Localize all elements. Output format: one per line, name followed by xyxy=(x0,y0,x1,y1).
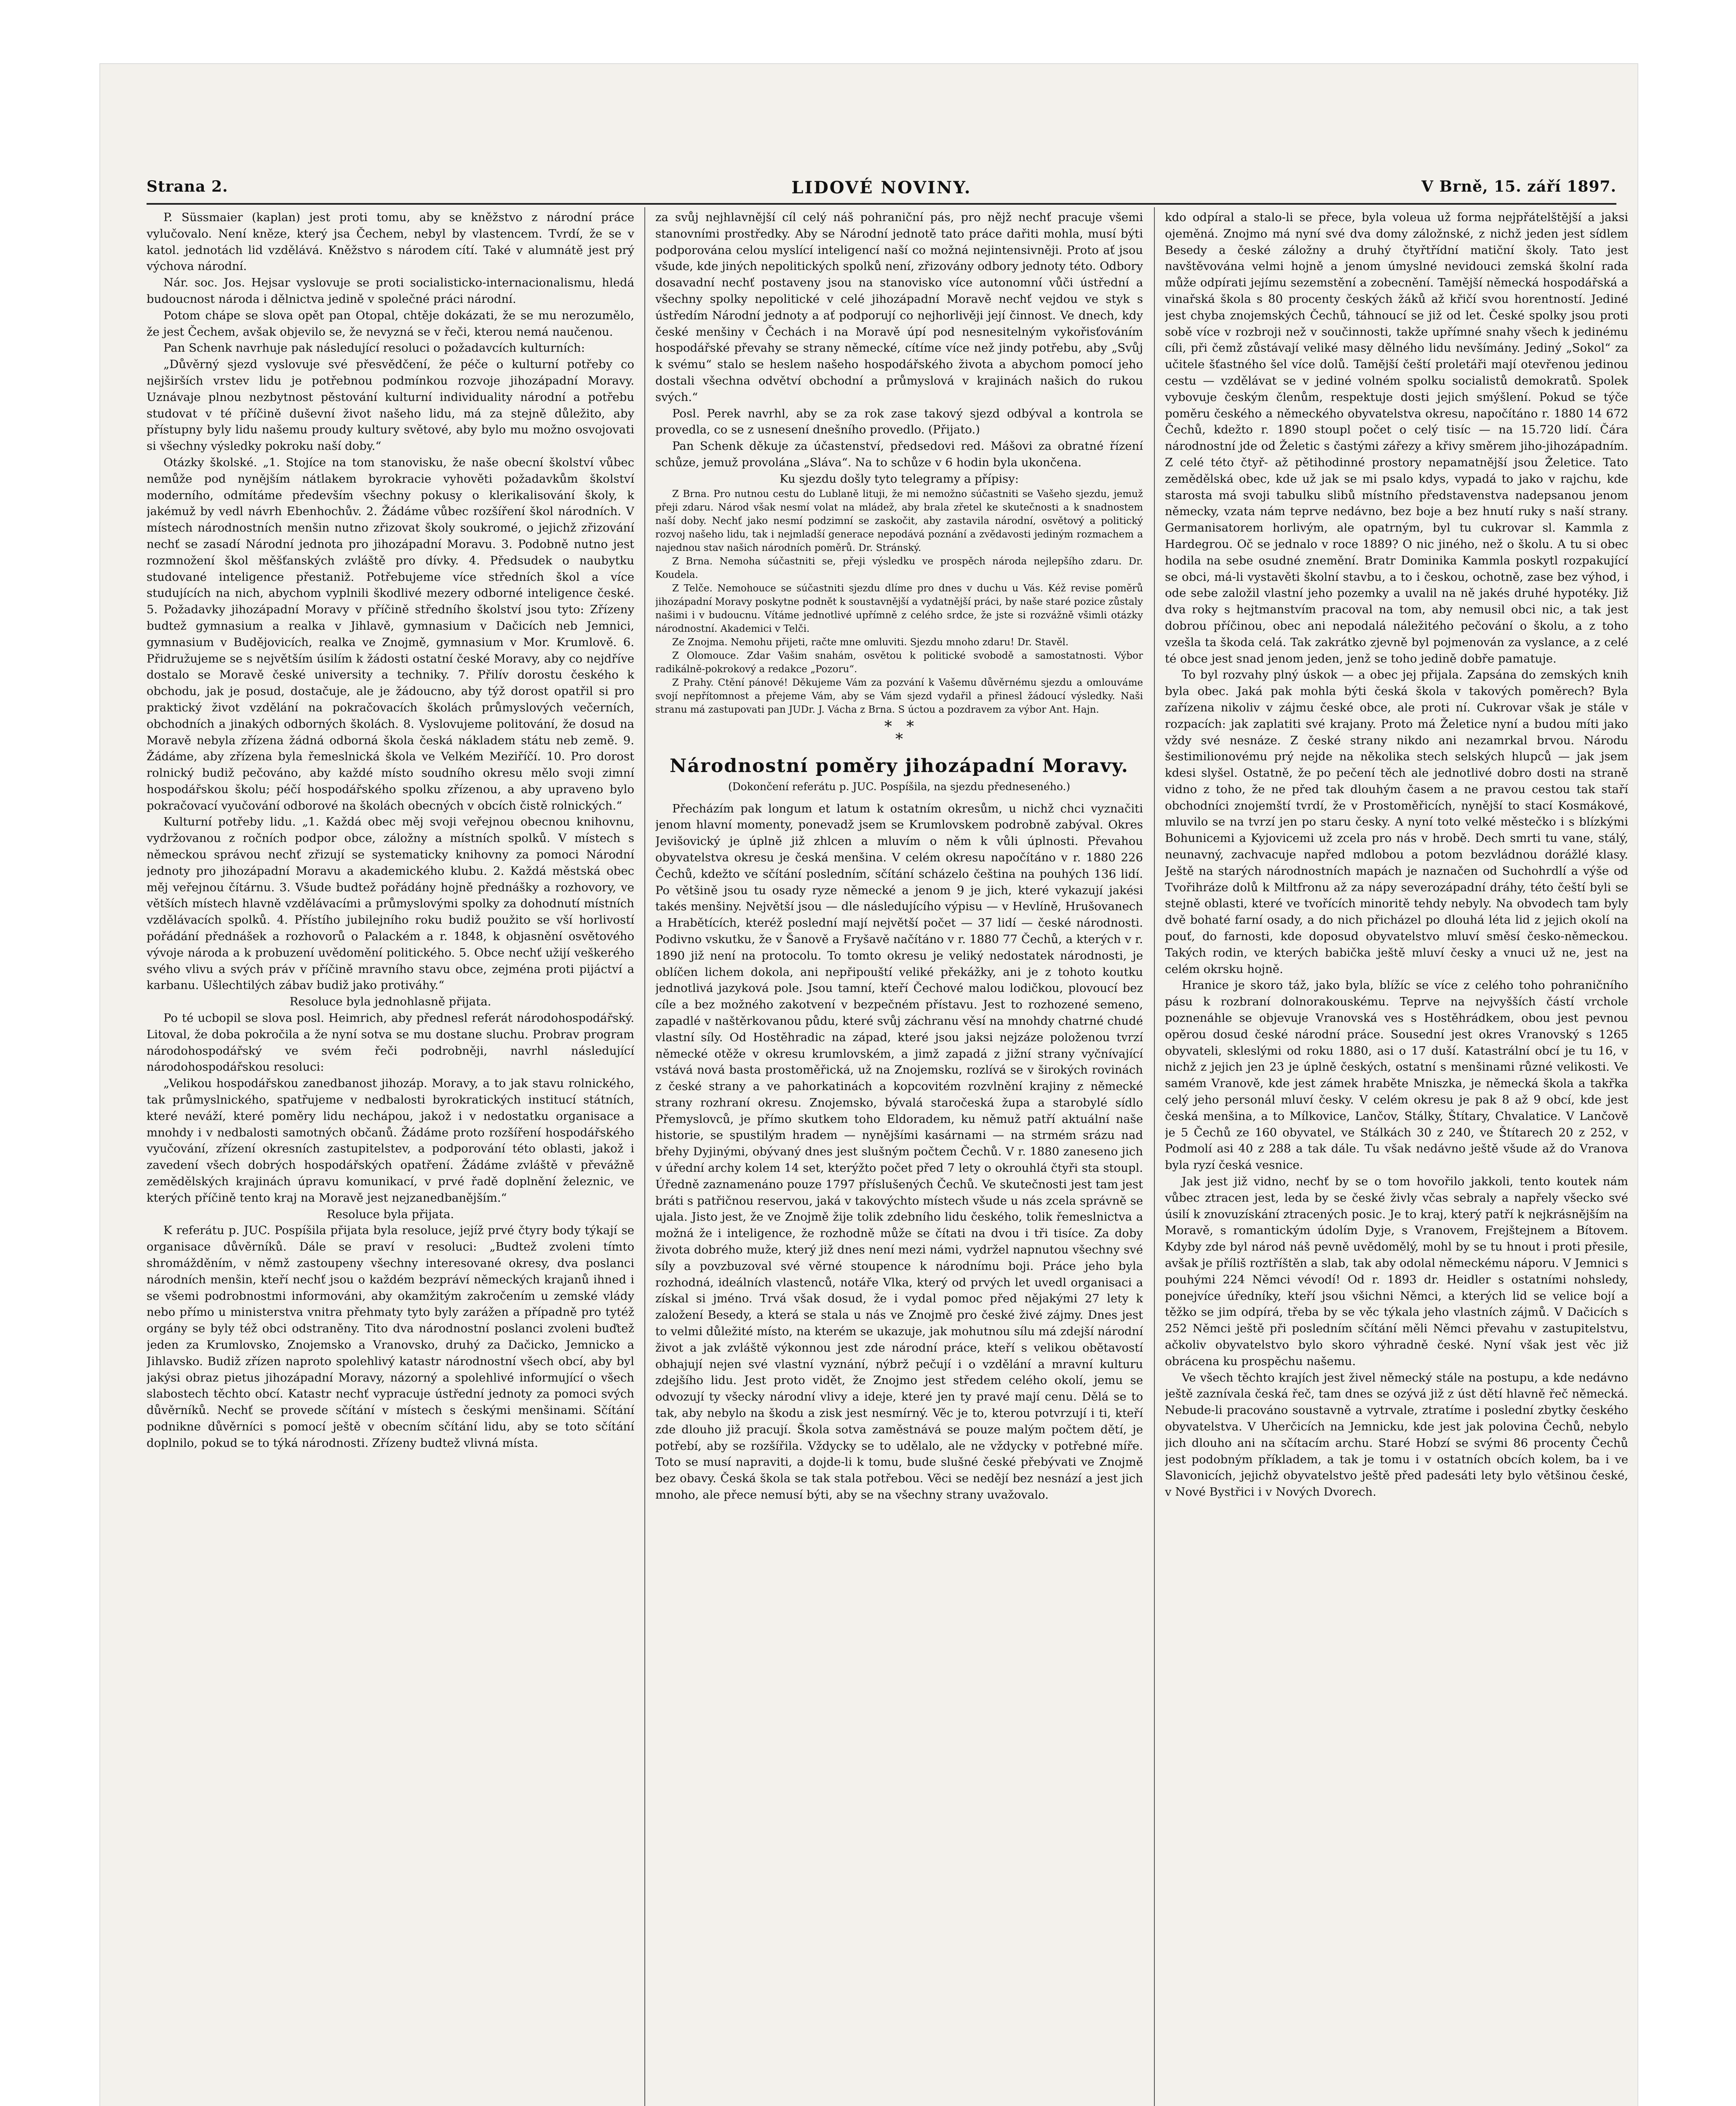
vote-note: Resoluce byla přijata. xyxy=(326,1207,454,1221)
paragraph: Pan Schenk navrhuje pak následující resoluci o požadavcích kulturních: xyxy=(163,341,585,355)
telegram: Z Brna. Pro nutnou cestu do Lublaně lituji, že mi nemožno súčastniti se Vašeho sjezdu, jemuž přeji zdaru. Národ však nesmí volat na mládež, aby brala zřetel ke skutečnosti a k snadnostem naší doby. Nechť jako nesmí podzimní se zaskočit, aby zastavila národní, osvětový a politický rozvoj našeho lidu, tak i nejmladší generace nepodává poznání a zvědavosti jediným rozmachem a najednou stav našich národních poměrů. Dr. Stránský. xyxy=(655,488,1143,553)
article-title: Národnostní poměry jihozápadní Moravy. xyxy=(670,755,1129,777)
resolution-text: Otázky školské. „1. Stojíce na tom stanovisku, že naše obecní školství vůbec nemůže pod nynějším nátlakem byrokracie vyhověti požadavkům školství moderního, odmítáme především všechny pokusy o klerikalisování školy, k jakémuž by vedl návrh Ebenhochův. 2. Žádáme vůbec rozšíření škol národních. V místech národnostních menšin nutno zřizovat školy soukromé, o jejichž zřizování nechť se zasadí Národní jednota pro jihozápadní Moravu. 3. Podobně nutno jest rozmnožení škol měšťanských zvláště pro dívky. 4. Předsudek o naubytku studované inteligence přestaniž. Potřebujeme více středních škol a více studujících na nich, abychom vyplnili škodlivé mezery odborné inteligence české. 5. Požadavky jihozápadní Moravy v příčině středního školství jsou tyto: Zřízeny budtež gymnasium a realka v Jihlavě, gymnasium v Dačicích neb Jemnici, gymnasium v Budějovicích, realka ve Znojmě, gymnasium v Mor. Krumlově. 6. Přidružujeme se s největším úsilím k žádosti ostatní české Moravy, aby co nejdříve dostalo se Moravě české university a techniky. 7. Přilív dorostu českého k obchodu, jak je posud, dostačuje, ale je žádoucno, aby týž dorost opatřil si pro praktický život vzdělání na pokračovacích školách průmyslových večerních, obchodních a jinakých odborných školách. 8. Vyslovujeme politování, že dosud na Moravě nebyla zřízena žádná odborná škola česká nákladem státu neb země. 9. Žádáme, aby zřízena byla řemeslnická škola ve Velkém Meziříčí. 10. Pro dorost rolnický budiž pečováno, aby každé místo soudního okresu mělo svoji zimní hospodářskou školu; péčí hospodářského spolku zřízenou, a aby upraveno bylo pokračovací vyučování odborové na školách obecných v obcích čistě rolnických.“ xyxy=(147,455,634,812)
column-1 xyxy=(147,209,634,2106)
resolution-text: Kulturní potřeby lidu. „1. Každá obec měj svoji veřejnou obecnou knihovnu, vydržovanou z ročních podpor obce, záložny a místních spolků. V místech s německou správou nechť zřizují se systematicky knihovny za pomoci Národní jednoty pro jihozápadní Moravu a akademického klubu. 2. Každá městská obec měj veřejnou čítárnu. 3. Všude budtež pořádány hojně přednášky a rozhovory, ve větších místech hlavně vzdělávacími a průmyslovými spolky za dohodnutí místních vzdělávacích spolků. 4. Přístího jubilejního roku budiž použito se vší horlivostí pořádání přednášek a rozhovorů o Palackém a r. 1848, k objasnění osvětového vývoje národa a k probuzení uvědomění politického. 5. Obce nechť užijí veškerého svého vlivu a svých práv v příčině mravního stavu obce, zejména proti pijáctví a karbanu. Ušlechtilých zábav budiž jako protiváhy.“ xyxy=(147,815,634,992)
telegrams-intro: Ku sjezdu došly tyto telegramy a přípisy: xyxy=(779,472,1019,486)
paragraph: kdo odpíral a stalo-li se přece, byla voleua už forma nejpřátelštější a jaksi ojeměná. Znojmo má nyní své dva domy záložnské, z nichž jeden jest sídlem Besedy a české záložny a druhý čtyřtřídní matiční školy. Tato jest navštěvována velmi hojně a jenom úmyslné nevidouci zemská školní rada může odpírati jejímu sezemstění a zobecnění. Tamější německá hospodářská a vinařská škola s 80 procenty českých žáků až křičí svou horentností. Jediné jest chyba znojemských Čechů, táhnoucí se již od let. České spolky jsou proti sobě více v rozbroji než v součinnosti, takže upřímné snahy všech k jedinému cíli, při čemž zůstávají veliké masy dělného lidu nevšímány. Jediný „Sokol“ za učitele šťastného šel více dolů. Tamější čeští proletáři mají otevřenou jedinou cestu — vzdělávat se v jediné volném spolku socialistů demokratů. Spolek vybovuje českým členům, respektuje dosti jejich smýšlení. Pokud se týče poměru českého a německého obyvatelstva okresu, napočítáno r. 1880 14 672 Čechů, kdežto r. 1890 stoupl počet o celý tisíc — na 15.720 lidí. Čára národnostní jde od Želetic s častými zářezy a křivy směrem jiho-jihozápadním. Z celé této čtyř- až pětihodinné prostory nepamatnější jsou Želetice. Tato zemědělská obec, kde už jak se mi psalo kdys, vypadá to jako v rajchu, kde starosta má svoji tabulku slibů místního představenstva nadepsanou jenom německy, vzata nám teprve nedávno, bez boje a bez hnutí ruky s naší strany. Germanisatorem horlivým, ale opatrným, byl tu cukrovar sl. Kammla z Hardegrou. Oč se jednalo v roce 1889? O nic jiného, než o školu. A tu si obec hodila na sebe osudné znemění. Bratr Dominika Kammla poskytl rozpakující se obci, má-li vystavěti školní stavbu, a to i českou, ochotně, zase bez výhod, i ode sebe založil vlastní jeho pozemky a uvalil na ně jakés druhé hypotéky. Již dva roky s hejtmanstvím pracoval na tom, aby nemusil obci nic, a tak jest dobrou příčinou, obec ani nepodalá náležitého pečování o školu, a z toho vzešla ta škoda celá. Tak zakrátko zjevně byl pojmenován za vyslance, a z celé té obce jest snad jenom jeden, jenž se toho jedině dobře pamatuje. xyxy=(1165,211,1628,665)
paragraph: Přecházím pak longum et latum k ostatním okresům, u nichž chci vyznačiti jenom hlavní momenty, ponevadž jsem se Krumlovskem podrobně zabýval. Okres Jevišovický je úplně již zhlcen a mluvím o něm k vůli úplnosti. Převahou obyvatelstva okresu je česká menšina. V celém okresu napočítáno v r. 1880 226 Čechů, kdežto ve sčítání posledním, sčítání scházelo čeština na pouhých 136 lidí. Po většině jsou tu osady ryze německé a jenom 9 je jich, které vykazují jakési takés menšiny. Největší jsou — dle následujícího výpisu — v Hevlíně, Hrušovanech a Hrabětících, kteréž poslední mají největší počet — 37 lidí — české národnosti. Podivno vskutku, že v Šanově a Fryšavě načítáno v r. 1880 77 Čechů, a kterých v r. 1890 již není na protocolu. To tomto okresu je veliký nedostatek národnosti, je oblíčen lichem dokola, ani nepřipouští veliké překážky, ani je z tohoto koutku jednotlivá jazyková pole. Jsou tamní, kteří Čechové malou lodičkou, plovoucí bez cíle a bez možného zakotvení v bezpečném přístavu. Jest to rozhozené semeno, zapadlé v naštěrkovanou půdu, které svůj záchranu věsí na mnohdy chatrné chudé vlastní síly. Od Hostěhradic na západ, které jsou jaksi nejzáze položenou tvrzí německé otěže v okresu krumlovském, a jimž zapadá z jižní strany vyčnívající vstává nová basta prostoměřická, už na Znojemsku, rozlívá se v širokých rovinách z české strany a ve pahorkatinách a kopcovitém rozvlnění krajiny z německé strany rozhraní okresu. Znojemsko, bývalá staročeská župa a starobylé sídlo Přemyslovců, je přímo skutkem toho Eldoradem, ku němuž patří aktuální naše historie, se spustilým hradem — nynějšími kasárnami — na strmém srázu nad břehy Dyjinými, obývaný dnes jest slušným počtem Čechů. V r. 1880 zaneseno jich v úřední archy kolem 14 set, kterýžto počet před 7 lety o okrouhlá čtyři sta stoupl. Úředně zaznamenáno pouze 1797 příslušených Čechů. Ve skutečnosti jest tam jest bráti s patřičnou reservou, jaká v takovýchto místech všude u nás zcela správně se ujala. Jisto jest, že ve Znojmě žije tolik zdebního lidu českého, tolik řemeslnictva a možná že i inteligence, že rozhodně může se čítati na dvou i tři tisíce. Za doby života dobrého muže, který již dnes není mezi námi, vydržel napnutou všechny své síly a povzbuzoval své věrné stoupence k národnímu boji. Práce jeho byla rozhodná, ideálních vlastenců, notáře Vlka, který od prvých let uvedl organisaci a získal si jméno. Trvá však dosud, že i vydal pomoc před nějakými 27 lety k založení Besedy, a která se stala u nás ve Znojmě pro české živé zájmy. Dnes jest to velmi důležité místo, na kterém se ukazuje, jak mohutnou sílu má zdejší národní život a jak zvláště výkonnou jest zde národní práce, kteří s velikou obětavostí obhajují nejen své vlastní vyznání, nýbrž pečují i o vzdělání a mravní kulturu zdejšího lidu. Jest proto vidět, že Znojmo jest středem celého okolí, jemu se odvozují ty všecky národní vlivy a ideje, které jen ty pravé mají cenu. Dělá se to tak, aby nebylo na škodu a zisk jest nesmírný. Věc je to, kterou potvrzují i ti, kteří zde dlouho již pracují. Škola sotva zaměstnává se pouze malým počtem dětí, je potřebí, aby se rozšířila. Vždycky se to udělalo, ale ne vždycky v potřebné míře. Toto se musí napraviti, a dojde-li k tomu, bude slušné české přebývati ve Znojmě bez obavy. Česká škola se tak stala potřebou. Věci se nedějí bez nesnází a jest jich mnoho, ale přece nemusí býti, aby se na všechny strany uvažovalo. xyxy=(655,802,1143,1502)
telegram: Z Telče. Nemohouce se súčastniti sjezdu dlíme pro dnes v duchu u Vás. Kéž revise poměrů jihozápadní Moravy poskytne podnět k soustavnější a vydatnější práci, by naše staré pozice zůstaly našimi i v budoucnu. Vítáme jednotlivé upřímně z celého srdce, že jste si rozvážně všimli otázky národnostní. Akademici v Telči. xyxy=(655,583,1143,634)
paragraph: Hranice je skoro táž, jako byla, blížíc se více z celého toho pohraničního pásu k rozbraní dolnorakouskému. Teprve na nejvyšších částí vrchole poznenáhle se objevuje Vranovská ves s Hostěhrádkem, obou jest pevnou opěrou dosud české národní práce. Sousední jest okres Vranovský s 1265 obyvateli, skleslými od roku 1880, asi o 17 duší. Katastrální obcí je tu 16, v nichž z jejich jen 23 je úplně českých, ostatní s menšinami různé velikosti. Ve samém Vranově, kde jest zámek hraběte Mniszka, je německá škola a takřka celý jeho personál mluví česky. V celém okresu je pak 8 až 9 obcí, kde jest česká menšina, a to Mílkovice, Lančov, Stálky, Štítary, Chvalatice. V Lančově je 5 Čechů ze 160 obyvatel, ve Stálkách 30 z 240, ve Štítarech 20 z 252, v Podmolí asi 40 z 288 a tak dále. Tu však nedávno ještě všude až do Vranova byla ryzí česká vesnice. xyxy=(1165,978,1628,1172)
masthead: LIDOVÉ NOVINY. xyxy=(791,178,972,198)
paragraph: Jak jest již vidno, nechť by se o tom hovořilo jakkoli, tento koutek nám vůbec ztracen jest, leda by se české živly včas sebraly a napřely všecko své úsilí k znovuzískání ztracených posic. Je to kraj, který patří k nejkrásnějším na Moravě, s romantickým údolím Dyje, s Vranovem, Frejštejnem a Bítovem. Kdyby zde byl národ náš pevně uvědomělý, mohl by se tu hnout i proti přesile, avšak je příliš roztříštěn a slab, tak aby odolal německému náporu. V Jemnici s pouhými 224 Němci vévodí! Od r. 1893 dr. Heidler s ostatními nohsledy, ponejvíce úředníky, kteří jsou všichni Němci, a kterých lid se velice bojí a těžko se jim odpírá, třeba by se věc týkala jeho vlastních zájmů. V Dačicích s 252 Němci ještě při posledním sčítání měli Němci převahu v zastupitelstvu, ačkoliv obyvatelstvo bylo skoro výhradně české. Nyní však jest věc již obrácena ku prospěchu našemu. xyxy=(1165,1175,1628,1368)
running-head xyxy=(147,178,1616,203)
paragraph: Posl. Perek navrhl, aby se za rok zase takový sjezd odbýval a kontrola se provedla, co se z usnesení dnešního provedlo. (Přijato.) xyxy=(655,406,1143,437)
paragraph: Po té ucbopil se slova posl. Heimrich, aby přednesl referát národohospodářský. Litoval, že doba pokročila a že nyní sotva se mu dostane sluchu. Probrav program národohospodářský ve svém řeči podrobněji, navrhl následující národohospodářskou resoluci: xyxy=(147,1011,634,1074)
telegram: Z Olomouce. Zdar Vašim snahám, osvětou k politické svobodě a samostatnosti. Výbor radikálně-pokrokový a redakce „Pozoru“. xyxy=(655,650,1143,675)
telegram: Ze Znojma. Nemohu přijeti, račte mne omluviti. Sjezdu mnoho zdaru! Dr. Stavěl. xyxy=(672,636,1069,648)
paragraph: To byl rozvahy plný úskok — a obec jej přijala. Zapsána do zemských knih byla obec. Jaká pak mohla býti česká škola v takových poměrech? Byla zařízena nikoliv v zájmu české obce, ale proti ní. Cukrovar však je stále v rozpacích: jak zaplatiti své krajany. Proto má Želetice nyní a budou míti jako vždy své nesnáze. Z české strany nikdo ani nezamrkal brvou. Národu šestimilionovému prý nejde na několika stech selských hlupců — jak jsem kdesi slyšel. Ostatně, že po pečení těch ale jednotlivé dobro dosti na straně vidno z toho, že ne před tak dlouhým časem a ne pravou cestou tak staří obchodníci znojemští tvrdí, že v Prostoměřicích, nynější to stací Kosmákové, mluvilo se na tvrzí jen po staru česky. A nyní toto velké městečko i s blízkými Bohunicemi a Kyjovicemi už zcela pro nás v hrobě. Dech smrti tu vane, stálý, neunavný, zachvacuje napřed mdlobou a potom bezvládnou dorážlé klasy. Ještě na starých národnostních mapách je naznačen od Suchohrdlí a výše od Tvořihráze dolů k Miltfronu až za nápy severozápadní dráhy, této čeští byli se stejně oblasti, které ve tvořících minoritě tehdy nebyly. Na obvodech tam byly dvě bohaté farní osady, a do nich přicházel po dlouhá léta lid z jejich okolí na pouť, do farnosti, kde doposud obyvatelstvo mluví směsí česko-německou. Takých rodin, ve kterých babička ještě mluví česky a vnuci už ne, jest na celém okrsku hojně. xyxy=(1165,668,1628,976)
paragraph: Nár. soc. Jos. Hejsar vyslovuje se proti socialisticko-internacionalismu, hledá budoucnost národa i dělnictva jedině v společné práci národní. xyxy=(147,276,634,306)
telegram: Z Prahy. Ctění pánové! Děkujeme Vám za pozvání k Vašemu důvěrnému sjezdu a omlouváme svojí nepřítomnost a přejeme Vám, aby se Vám sjezd vydařil a přinesl žádoucí výsledky. Naši stranu má zastupovati pan JUDr. J. Vácha z Brna. S úctou a pozdravem za výbor Ant. Hajn. xyxy=(655,677,1143,715)
header-rule xyxy=(147,203,1616,205)
paragraph: K referátu p. JUC. Pospíšila přijata byla resoluce, jejíž prvé čtyry body týkají se organisace důvěrníků. Dále se praví v resoluci: „Budtež zvoleni tímto shromážděním, v němž zastoupeny všechny interesované okresy, dva poslanci národních menšin, kteří nechť jsou o každém bezpráví německých krajanů ihned i se všemi podrobnostmi informováni, aby okamžitým zakročením u zemské vlády nebo přímo u ministerstva vnitra přehmaty tyto byly zarážen a případně pro tytéž orgány se byly též obci odstraněny. Tito dva národnostní poslanci zvoleni buďtež jeden za Krumlovsko, Znojemsko a Vranovsko, druhý za Dačicko, Jemnicko a Jihlavsko. Budiž zřízen naproto spolehlivý katastr národnostní všech obcí, aby byl jakýsi obraz pietus jihozápadní Moravy, názorný a spolehlivé informující o všech slabostech těchto obcí. Katastr nechť vypracuje ústřední jednoty za pomoci svých důvěrníků. Nechť se provede sčítání v místech s českými menšinami. Sčítání podnikne důvěrníci s pomocí ještě v obecním sčítání lidu, aby se toto sčítání doplnilo, pokud se to týká národnosti. Zřízeny budtež vlivná místa. xyxy=(147,1224,634,1450)
paragraph: za svůj nejhlavnější cíl celý náš pohraniční pás, pro nějž nechť pracuje všemi stanovními prostředky. Aby se Národní jednotě tato práce dařiti mohla, musí býti podporována celou myslící inteligencí naší co možná nejintensivněji. Proto ať jsou všude, kde jiných nepolitických spolků není, zřizovány odbory jednoty této. Odbory dosavadní nechť postaveny jsou na stanovisko více autonomní vůči ústřední a všechny spolky nepolitické v celé jihozápadní Moravě nechť vejdou ve styk s ústředím Národní jednoty a ať podporují co nejhorlivěji její činnost. Ve dnech, kdy české menšiny v Čechách i na Moravě úpí pod nesnesitelným vykořisťováním hospodářské převahy se strany německé, cítíme více než jindy potřebu, aby „Svůj k svému“ stalo se heslem našeho hospodářského života a abychom pomocí jeho dostali všechna odvětví obchodní a průmyslová v krajinách našich do rukou svých.“ xyxy=(655,211,1143,404)
paragraph: Ve všech těchto krajích jest živel německý stále na postupu, a kde nedávno ještě zaznívala česká řeč, tam dnes se ozývá již z úst dětí hlavně řeč německá. Nebude-li pracováno soustavně a vytrvale, ztratíme i poslední zbytky českého obyvatelstva. V Uherčicích na Jemnicku, kde jest jak polovina Čechů, nebylo jich dlouho ani na sčítacím archu. Staré Hobzí se svými 86 procenty Čechů jest podobným příkladem, a tak je tomu i v ostatních obcích kolem, ba i ve Slavonicích, jejichž obyvatelstvo ještě před padesáti lety bylo většinou české, v Nové Bystřici i v Nových Dvorech. xyxy=(1165,1371,1628,1499)
column-2 xyxy=(655,209,1143,2106)
telegram: Z Brna. Nemoha súčastniti se, přeji výsledku ve prospěch národa nejlepšího zdaru. Dr. Koudela. xyxy=(655,556,1143,580)
paragraph: Potom chápe se slova opět pan Otopal, chtěje dokázati, že se mu nerozumělo, že jest Čechem, avšak objevilo se, že nevyzná se v řeči, kterou nemá naučenou. xyxy=(147,308,634,339)
article-subtitle: (Dokončení referátu p. JUC. Pospíšila, na sjezdu předneseného.) xyxy=(728,780,1071,793)
column-divider xyxy=(644,207,645,2106)
resolution-text: „Velikou hospodářskou zanedbanost jihozáp. Moravy, a to jak stavu rolnického, tak průmyslnického, spatřujeme v nedbalosti byrokratických institucí státních, které neváží, které poměry lidu nechápou, jakož i v nedostatku organisace a mnohdy i v nedbalosti samotných občanů. Žádáme proto rozšíření hospodářského vyučování, zřízení okresních zastupitelstev, a podporování této oblasti, jakož i zavedení všech dobrých hospodářských opatření. Žádáme zvláště v převážně zemědělských krajinách úpravu komunikací, v prvé řadě doplnění železnic, ve kterých příčině tento kraj na Moravě jest nejzanedbanějším.“ xyxy=(147,1077,634,1205)
column-divider xyxy=(1154,207,1155,2106)
newspaper-page xyxy=(99,63,1638,2106)
resolution-text: „Důvěrný sjezd vyslovuje své přesvědčení, že péče o kulturní potřeby co nejširších vrstev lidu je potřebnou podmínkou rozvoje jihozápadní Moravy. Uznávaje plnou nezbytnost pěstování kulturní individuality národní a potřebu studovat v té příčině duševní život našeho lidu, má za stejně důležito, aby přístupny byly lidu našemu proudy kultury světové, aby bylo mu možno osvojovati si všechny výsledky pokroku naší doby.“ xyxy=(147,358,634,453)
section-asterism: * * * xyxy=(884,718,914,748)
page-number: Strana 2. xyxy=(147,178,228,195)
paragraph: P. Süssmaier (kaplan) jest proti tomu, aby se kněžstvo z národní práce vylučovalo. Není kněze, který jsa Čechem, nebyl by vlastencem. Tvrdí, že se v katol. jednotách lid vzdělává. Kněžstvo s národem cítí. Také v alumnátě jest prý výchova národní. xyxy=(147,211,634,273)
vote-note: Resoluce byla jednohlasně přijata. xyxy=(289,995,491,1009)
dateline: V Brně, 15. září 1897. xyxy=(1421,178,1616,195)
paragraph: Pan Schenk děkuje za účastenství, předsedovi red. Mášovi za obratné řízení schůze, jemuž provolána „Sláva“. Na to schůze v 6 hodin byla ukončena. xyxy=(655,439,1143,469)
column-3 xyxy=(1165,209,1628,2106)
